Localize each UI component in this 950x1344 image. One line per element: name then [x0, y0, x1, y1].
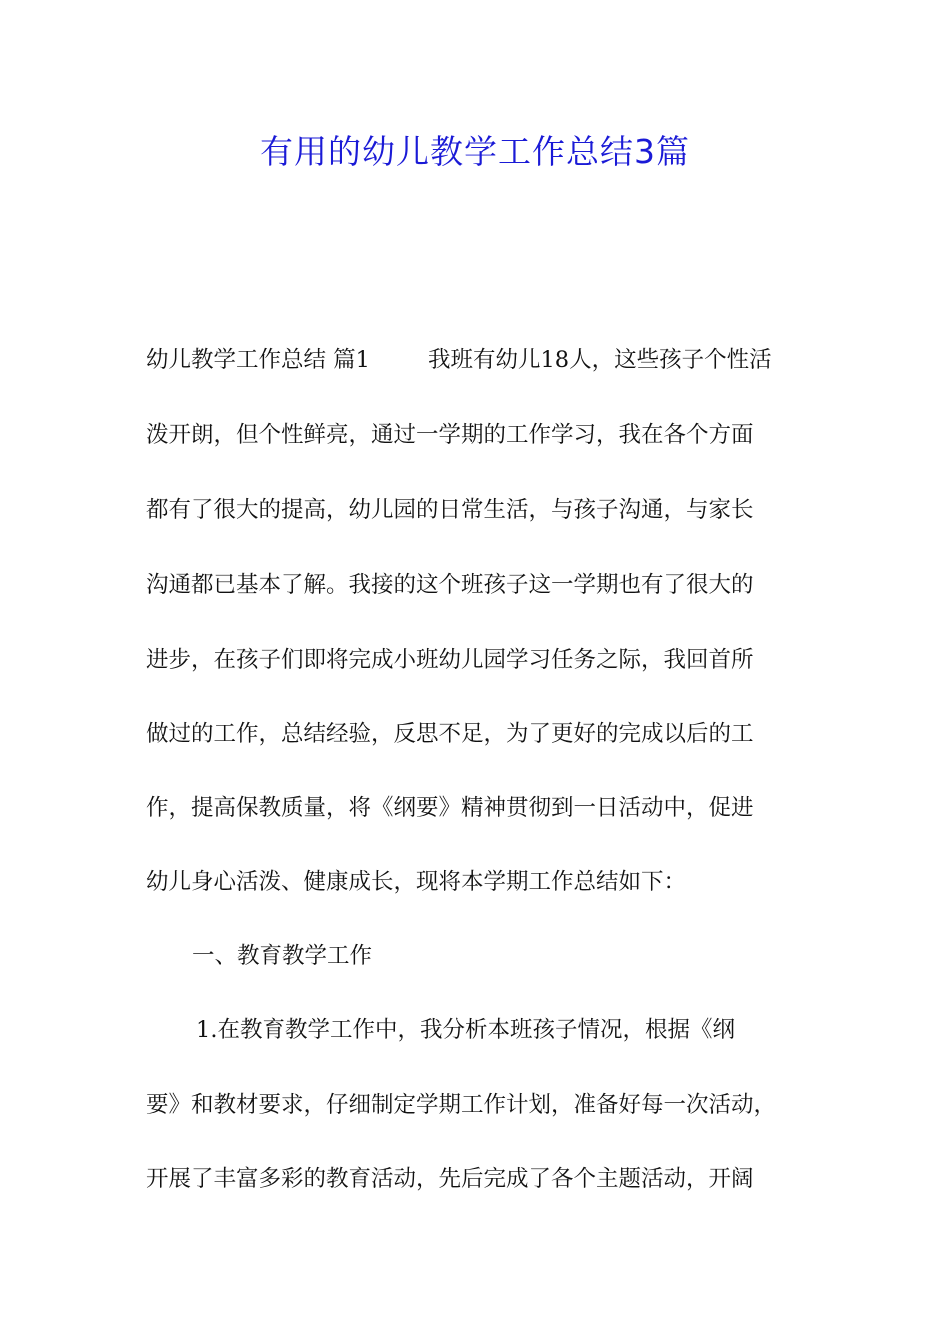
- paragraph-line-7: 作，提高保教质量，将《纲要》精神贯彻到一日活动中，促进: [146, 795, 754, 821]
- paragraph-2-line-3: 开展了丰富多彩的教育活动，先后完成了各个主题活动，开阔: [146, 1166, 754, 1192]
- paragraph-line-6: 做过的工作，总结经验，反思不足，为了更好的完成以后的工: [146, 721, 754, 747]
- paragraph-line-5: 进步，在孩子们即将完成小班幼儿园学习任务之际，我回首所: [146, 647, 754, 673]
- paragraph-line-2: 泼开朗，但个性鲜亮，通过一学期的工作学习，我在各个方面: [146, 422, 754, 448]
- paragraph-line-1-text: 我班有幼儿18人，这些孩子个性活: [427, 347, 772, 373]
- section-heading: 幼儿教学工作总结 篇1: [146, 347, 370, 373]
- paragraph-line-8: 幼儿身心活泼、健康成长，现将本学期工作总结如下：: [146, 869, 687, 895]
- paragraph-2-line-2: 要》和教材要求，仔细制定学期工作计划，准备好每一次活动，: [146, 1092, 777, 1118]
- paragraph-line-4: 沟通都已基本了解。我接的这个班孩子这一学期也有了很大的: [146, 572, 754, 598]
- paragraph-line-1: [146, 340, 806, 380]
- paragraph-line-3: 都有了很大的提高，幼儿园的日常生活，与孩子沟通，与家长: [146, 497, 754, 523]
- document-title: 有用的幼儿教学工作总结3篇: [260, 132, 690, 171]
- paragraph-2-line-1: 1.在教育教学工作中，我分析本班孩子情况，根据《纲: [196, 1017, 735, 1043]
- subheading-teaching-work: 一、教育教学工作: [192, 943, 373, 969]
